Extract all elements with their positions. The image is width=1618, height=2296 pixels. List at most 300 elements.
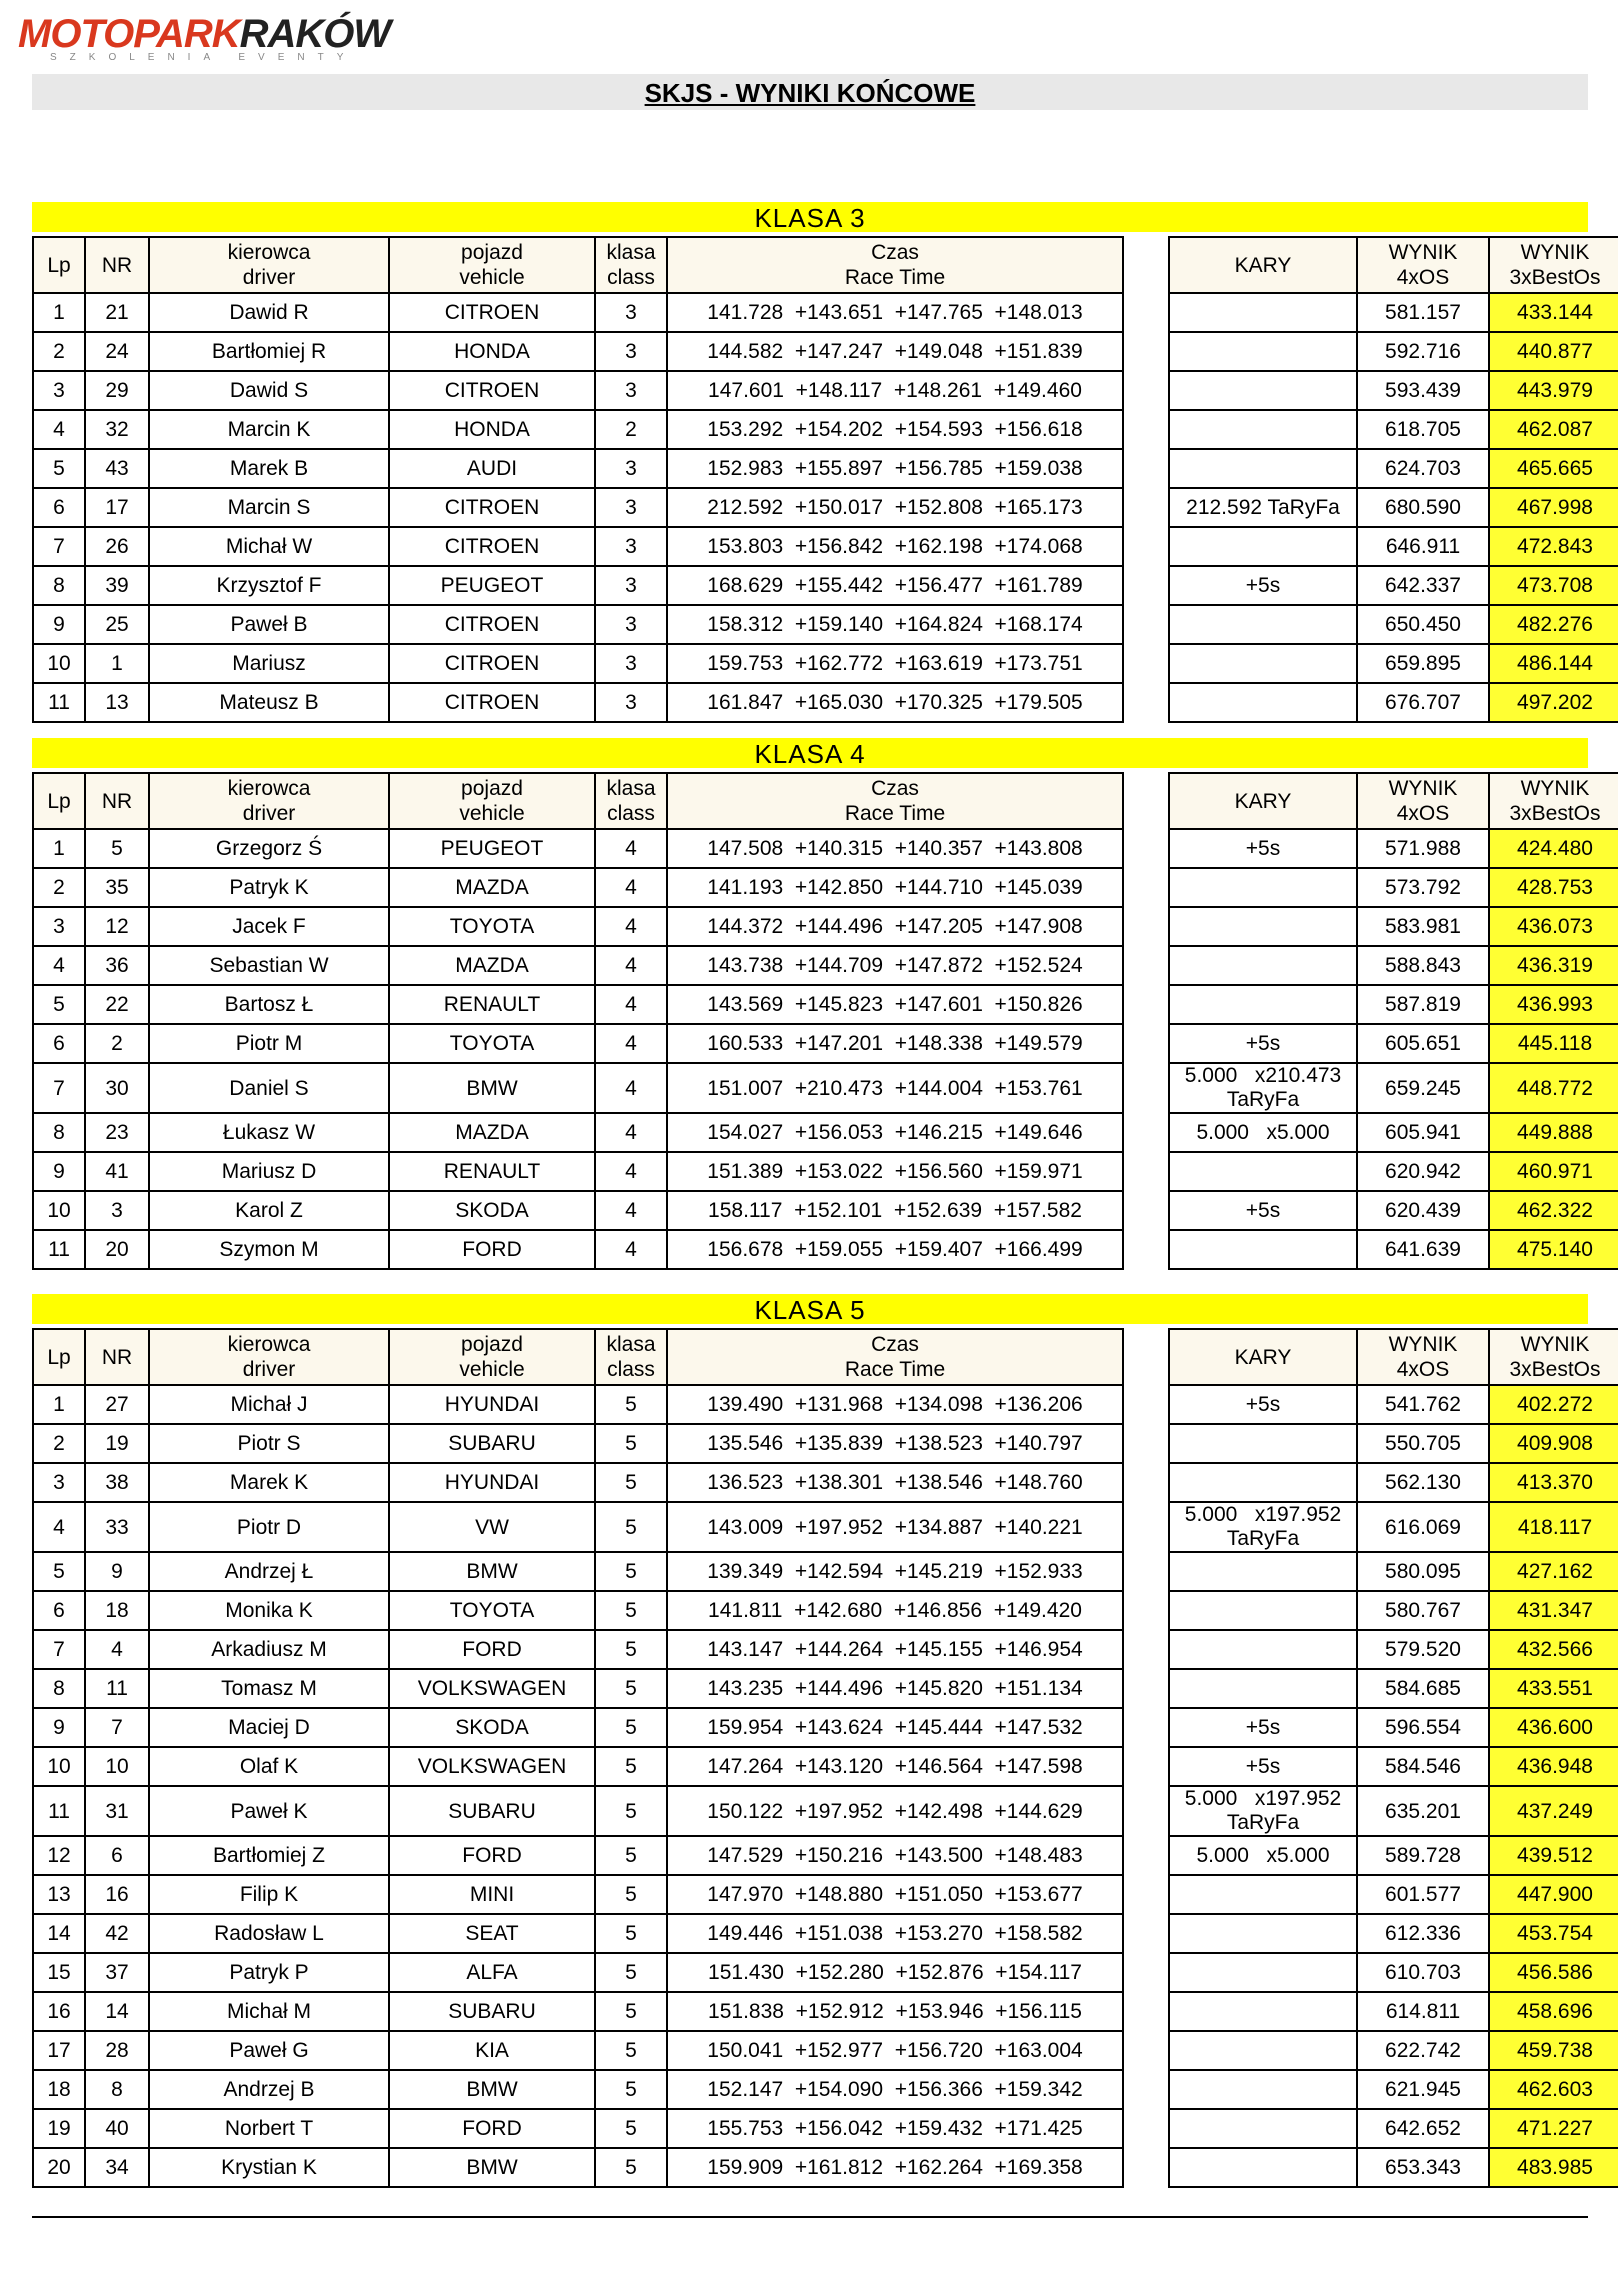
cell-vehicle: CITROEN: [389, 605, 595, 644]
cell-wynik-4xos: 646.911: [1357, 527, 1489, 566]
cell-wynik-3xbest: 475.140: [1489, 1230, 1618, 1269]
header-time-pl: Czas: [871, 241, 919, 264]
cell-kary: [1169, 1591, 1357, 1630]
cell-class: 5: [595, 2070, 667, 2109]
cell-vehicle: CITROEN: [389, 371, 595, 410]
cell-class: 4: [595, 1063, 667, 1113]
cell-driver: Paweł G: [149, 2031, 389, 2070]
cell-nr: 36: [85, 946, 149, 985]
cell-nr: 41: [85, 1152, 149, 1191]
table-row: [33, 1552, 1618, 1591]
table-row: [33, 1747, 1618, 1786]
cell-vehicle: CITROEN: [389, 527, 595, 566]
cell-wynik-4xos: 620.942: [1357, 1152, 1489, 1191]
cell-class: 5: [595, 2031, 667, 2070]
cell-driver: Paweł B: [149, 605, 389, 644]
cell-wynik-4xos: 680.590: [1357, 488, 1489, 527]
header-wynik-4xos-en: 4xOS: [1396, 802, 1450, 825]
column-gap: [1123, 1992, 1169, 2031]
cell-driver: Andrzej Ł: [149, 1552, 389, 1591]
cell-class: 3: [595, 332, 667, 371]
cell-kary: [1169, 1875, 1357, 1914]
cell-wynik-4xos: 605.651: [1357, 1024, 1489, 1063]
table-row: [33, 566, 1618, 605]
column-gap: [1123, 605, 1169, 644]
cell-driver: Sebastian W: [149, 946, 389, 985]
cell-class: 2: [595, 410, 667, 449]
cell-class: 5: [595, 1836, 667, 1875]
cell-race-time: 151.838 +152.912 +153.946 +156.115: [667, 1992, 1123, 2031]
cell-vehicle: FORD: [389, 1630, 595, 1669]
table-header-row: [33, 237, 1618, 293]
cell-class: 5: [595, 1914, 667, 1953]
cell-race-time: 154.027 +156.053 +146.215 +149.646: [667, 1113, 1123, 1152]
cell-race-time: 160.533 +147.201 +148.338 +149.579: [667, 1024, 1123, 1063]
cell-driver: Szymon M: [149, 1230, 389, 1269]
column-gap: [1123, 2148, 1169, 2187]
cell-race-time: 155.753 +156.042 +159.432 +171.425: [667, 2109, 1123, 2148]
table-row: [33, 868, 1618, 907]
cell-lp: 11: [33, 683, 85, 722]
cell-race-time: 143.569 +145.823 +147.601 +150.826: [667, 985, 1123, 1024]
cell-wynik-4xos: 580.767: [1357, 1591, 1489, 1630]
cell-wynik-4xos: 612.336: [1357, 1914, 1489, 1953]
cell-wynik-4xos: 579.520: [1357, 1630, 1489, 1669]
cell-kary-line: TaRyFa: [1226, 1088, 1300, 1111]
cell-vehicle: PEUGEOT: [389, 829, 595, 868]
column-gap: [1123, 1630, 1169, 1669]
cell-wynik-4xos: 621.945: [1357, 2070, 1489, 2109]
cell-nr: 33: [85, 1502, 149, 1552]
cell-wynik-3xbest: 456.586: [1489, 1953, 1618, 1992]
header-nr: NR: [85, 773, 149, 829]
header-time: [667, 773, 1123, 829]
cell-wynik-3xbest: 482.276: [1489, 605, 1618, 644]
header-driver-pl: kierowca: [227, 1333, 311, 1356]
cell-wynik-3xbest: 471.227: [1489, 2109, 1618, 2148]
cell-lp: 6: [33, 1024, 85, 1063]
header-wynik-3xbest-pl: WYNIK: [1520, 777, 1590, 800]
column-gap: [1123, 1424, 1169, 1463]
header-class: [595, 773, 667, 829]
header-vehicle: [389, 1329, 595, 1385]
header-wynik-4xos-pl: WYNIK: [1388, 1333, 1458, 1356]
cell-kary: [1169, 1424, 1357, 1463]
cell-lp: 4: [33, 946, 85, 985]
cell-nr: 40: [85, 2109, 149, 2148]
cell-driver: Piotr S: [149, 1424, 389, 1463]
header-driver: [149, 773, 389, 829]
table-row: [33, 293, 1618, 332]
cell-wynik-3xbest: 467.998: [1489, 488, 1618, 527]
cell-driver: Radosław L: [149, 1914, 389, 1953]
header-time-en: Race Time: [844, 1358, 946, 1381]
cell-nr: 22: [85, 985, 149, 1024]
cell-vehicle: BMW: [389, 2070, 595, 2109]
cell-nr: 24: [85, 332, 149, 371]
column-gap: [1123, 2109, 1169, 2148]
cell-race-time: 152.147 +154.090 +156.366 +159.342: [667, 2070, 1123, 2109]
table-row: [33, 829, 1618, 868]
cell-class: 5: [595, 1708, 667, 1747]
cell-driver: Mateusz B: [149, 683, 389, 722]
cell-wynik-3xbest: 402.272: [1489, 1385, 1618, 1424]
cell-driver: Michał W: [149, 527, 389, 566]
cell-kary: +5s: [1169, 1747, 1357, 1786]
column-gap: [1123, 410, 1169, 449]
table-row: [33, 1953, 1618, 1992]
cell-vehicle: FORD: [389, 2109, 595, 2148]
column-gap: [1123, 683, 1169, 722]
cell-kary: [1169, 2148, 1357, 2187]
cell-lp: 9: [33, 605, 85, 644]
table-row: [33, 985, 1618, 1024]
cell-driver: Patryk P: [149, 1953, 389, 1992]
motopark-logo: [18, 14, 438, 64]
cell-wynik-4xos: 601.577: [1357, 1875, 1489, 1914]
cell-kary-line: 5.000 x197.952: [1184, 1503, 1342, 1526]
column-gap: [1123, 1786, 1169, 1836]
header-driver-en: driver: [242, 1358, 296, 1381]
cell-kary: [1169, 1953, 1357, 1992]
header-wynik-4xos-en: 4xOS: [1396, 266, 1450, 289]
cell-class: 4: [595, 946, 667, 985]
column-gap: [1123, 1953, 1169, 1992]
cell-kary: [1169, 605, 1357, 644]
cell-wynik-4xos: 618.705: [1357, 410, 1489, 449]
cell-kary: [1169, 527, 1357, 566]
table-row: [33, 527, 1618, 566]
cell-wynik-3xbest: 465.665: [1489, 449, 1618, 488]
table-row: [33, 1992, 1618, 2031]
cell-nr: 30: [85, 1063, 149, 1113]
header-class-pl: klasa: [606, 1333, 656, 1356]
bottom-divider: [32, 2216, 1588, 2218]
header-vehicle-en: vehicle: [459, 802, 525, 825]
header-wynik-3xbest-en: 3xBestOs: [1509, 266, 1601, 289]
column-gap: [1123, 1463, 1169, 1502]
column-gap: [1123, 946, 1169, 985]
cell-class: 5: [595, 1669, 667, 1708]
table-row: [33, 683, 1618, 722]
table-row: [33, 2148, 1618, 2187]
cell-lp: 9: [33, 1708, 85, 1747]
cell-nr: 37: [85, 1953, 149, 1992]
cell-lp: 8: [33, 566, 85, 605]
cell-lp: 10: [33, 644, 85, 683]
cell-vehicle: TOYOTA: [389, 1024, 595, 1063]
cell-wynik-4xos: 650.450: [1357, 605, 1489, 644]
cell-wynik-3xbest: 433.551: [1489, 1669, 1618, 1708]
cell-lp: 6: [33, 1591, 85, 1630]
cell-race-time: 159.954 +143.624 +145.444 +147.532: [667, 1708, 1123, 1747]
header-wynik-3xbest-en: 3xBestOs: [1509, 802, 1601, 825]
cell-nr: 8: [85, 2070, 149, 2109]
cell-kary: +5s: [1169, 1385, 1357, 1424]
cell-nr: 16: [85, 1875, 149, 1914]
table-row: [33, 1024, 1618, 1063]
cell-kary: [1169, 644, 1357, 683]
cell-lp: 20: [33, 2148, 85, 2187]
cell-wynik-3xbest: 460.971: [1489, 1152, 1618, 1191]
cell-lp: 4: [33, 410, 85, 449]
cell-wynik-3xbest: 486.144: [1489, 644, 1618, 683]
cell-race-time: 143.738 +144.709 +147.872 +152.524: [667, 946, 1123, 985]
cell-kary: [1169, 1463, 1357, 1502]
cell-wynik-4xos: 653.343: [1357, 2148, 1489, 2187]
header-driver-pl: kierowca: [227, 241, 311, 264]
cell-lp: 18: [33, 2070, 85, 2109]
cell-driver: Mariusz: [149, 644, 389, 683]
cell-race-time: 149.446 +151.038 +153.270 +158.582: [667, 1914, 1123, 1953]
cell-wynik-3xbest: 418.117: [1489, 1502, 1618, 1552]
cell-kary: 5.000 x5.000: [1169, 1113, 1357, 1152]
cell-vehicle: BMW: [389, 1063, 595, 1113]
cell-driver: Bartosz Ł: [149, 985, 389, 1024]
cell-wynik-3xbest: 497.202: [1489, 683, 1618, 722]
cell-nr: 14: [85, 1992, 149, 2031]
cell-race-time: 161.847 +165.030 +170.325 +179.505: [667, 683, 1123, 722]
cell-wynik-3xbest: 436.948: [1489, 1747, 1618, 1786]
table-row: [33, 332, 1618, 371]
cell-wynik-4xos: 596.554: [1357, 1708, 1489, 1747]
cell-kary: [1169, 1552, 1357, 1591]
cell-kary: [1169, 1914, 1357, 1953]
cell-class: 4: [595, 1191, 667, 1230]
cell-driver: Tomasz M: [149, 1669, 389, 1708]
cell-lp: 6: [33, 488, 85, 527]
cell-kary: +5s: [1169, 1024, 1357, 1063]
class-header-bar: KLASA 5: [32, 1294, 1588, 1324]
column-gap: [1123, 773, 1169, 829]
cell-class: 4: [595, 985, 667, 1024]
header-lp: Lp: [33, 1329, 85, 1385]
cell-vehicle: CITROEN: [389, 644, 595, 683]
table-header-row: [33, 1329, 1618, 1385]
cell-vehicle: SEAT: [389, 1914, 595, 1953]
cell-race-time: 147.970 +148.880 +151.050 +153.677: [667, 1875, 1123, 1914]
column-gap: [1123, 1385, 1169, 1424]
cell-kary: [1169, 449, 1357, 488]
column-gap: [1123, 488, 1169, 527]
header-vehicle-pl: pojazd: [461, 1333, 523, 1356]
cell-wynik-3xbest: 443.979: [1489, 371, 1618, 410]
logo-text-rakow: RAKÓW: [239, 12, 391, 56]
cell-race-time: 139.490 +131.968 +134.098 +136.206: [667, 1385, 1123, 1424]
cell-driver: Andrzej B: [149, 2070, 389, 2109]
cell-wynik-4xos: 580.095: [1357, 1552, 1489, 1591]
cell-vehicle: FORD: [389, 1230, 595, 1269]
cell-race-time: 153.292 +154.202 +154.593 +156.618: [667, 410, 1123, 449]
cell-wynik-3xbest: 437.249: [1489, 1786, 1618, 1836]
cell-vehicle: HONDA: [389, 410, 595, 449]
cell-wynik-3xbest: 462.322: [1489, 1191, 1618, 1230]
cell-class: 3: [595, 371, 667, 410]
cell-class: 4: [595, 829, 667, 868]
cell-wynik-3xbest: 428.753: [1489, 868, 1618, 907]
cell-race-time: 147.529 +150.216 +143.500 +148.483: [667, 1836, 1123, 1875]
cell-vehicle: CITROEN: [389, 293, 595, 332]
cell-wynik-4xos: 642.337: [1357, 566, 1489, 605]
cell-lp: 5: [33, 449, 85, 488]
cell-driver: Arkadiusz M: [149, 1630, 389, 1669]
header-class-pl: klasa: [606, 241, 656, 264]
header-lp: Lp: [33, 773, 85, 829]
cell-class: 4: [595, 1152, 667, 1191]
cell-class: 4: [595, 907, 667, 946]
header-lp: Lp: [33, 237, 85, 293]
cell-lp: 14: [33, 1914, 85, 1953]
cell-wynik-3xbest: 424.480: [1489, 829, 1618, 868]
cell-kary-line: TaRyFa: [1226, 1811, 1300, 1834]
cell-kary: 212.592 TaRyFa: [1169, 488, 1357, 527]
cell-wynik-4xos: 587.819: [1357, 985, 1489, 1024]
table-row: [33, 605, 1618, 644]
cell-vehicle: SUBARU: [389, 1992, 595, 2031]
cell-race-time: 151.389 +153.022 +156.560 +159.971: [667, 1152, 1123, 1191]
header-wynik-4xos-pl: WYNIK: [1388, 777, 1458, 800]
cell-class: 3: [595, 683, 667, 722]
cell-nr: 29: [85, 371, 149, 410]
cell-kary: [1169, 1502, 1357, 1552]
cell-driver: Filip K: [149, 1875, 389, 1914]
cell-race-time: 152.983 +155.897 +156.785 +159.038: [667, 449, 1123, 488]
cell-driver: Grzegorz Ś: [149, 829, 389, 868]
header-wynik-4xos-en: 4xOS: [1396, 1358, 1450, 1381]
cell-class: 3: [595, 605, 667, 644]
cell-lp: 1: [33, 1385, 85, 1424]
cell-nr: 10: [85, 1747, 149, 1786]
cell-driver: Norbert T: [149, 2109, 389, 2148]
cell-vehicle: CITROEN: [389, 683, 595, 722]
cell-class: 5: [595, 1424, 667, 1463]
cell-nr: 26: [85, 527, 149, 566]
cell-wynik-4xos: 610.703: [1357, 1953, 1489, 1992]
cell-class: 5: [595, 1552, 667, 1591]
cell-nr: 6: [85, 1836, 149, 1875]
column-gap: [1123, 1747, 1169, 1786]
cell-nr: 25: [85, 605, 149, 644]
header-time: [667, 1329, 1123, 1385]
cell-kary: [1169, 985, 1357, 1024]
cell-lp: 13: [33, 1875, 85, 1914]
cell-wynik-3xbest: 431.347: [1489, 1591, 1618, 1630]
column-gap: [1123, 449, 1169, 488]
header-kary: KARY: [1169, 237, 1357, 293]
cell-race-time: 150.041 +152.977 +156.720 +163.004: [667, 2031, 1123, 2070]
table-row: [33, 371, 1618, 410]
column-gap: [1123, 1329, 1169, 1385]
cell-driver: Łukasz W: [149, 1113, 389, 1152]
column-gap: [1123, 237, 1169, 293]
cell-class: 3: [595, 293, 667, 332]
cell-lp: 2: [33, 868, 85, 907]
cell-driver: Monika K: [149, 1591, 389, 1630]
cell-lp: 19: [33, 2109, 85, 2148]
table-row: [33, 1836, 1618, 1875]
cell-wynik-4xos: 588.843: [1357, 946, 1489, 985]
cell-vehicle: SKODA: [389, 1191, 595, 1230]
cell-driver: Michał M: [149, 1992, 389, 2031]
cell-lp: 7: [33, 527, 85, 566]
cell-race-time: 141.811 +142.680 +146.856 +149.420: [667, 1591, 1123, 1630]
header-driver-pl: kierowca: [227, 777, 311, 800]
cell-wynik-3xbest: 432.566: [1489, 1630, 1618, 1669]
cell-wynik-4xos: 641.639: [1357, 1230, 1489, 1269]
header-driver: [149, 1329, 389, 1385]
header-wynik-3xbest: [1489, 773, 1618, 829]
cell-wynik-4xos: 571.988: [1357, 829, 1489, 868]
cell-driver: Michał J: [149, 1385, 389, 1424]
cell-driver: Marek B: [149, 449, 389, 488]
cell-kary: [1169, 293, 1357, 332]
cell-kary: [1169, 1630, 1357, 1669]
cell-kary: [1169, 1669, 1357, 1708]
cell-class: 3: [595, 566, 667, 605]
cell-vehicle: HYUNDAI: [389, 1385, 595, 1424]
cell-driver: Marcin S: [149, 488, 389, 527]
header-wynik-4xos: [1357, 237, 1489, 293]
cell-wynik-4xos: 589.728: [1357, 1836, 1489, 1875]
class-header-bar: KLASA 4: [32, 738, 1588, 768]
cell-nr: 34: [85, 2148, 149, 2187]
table-row: [33, 946, 1618, 985]
cell-nr: 17: [85, 488, 149, 527]
table-row: [33, 1063, 1618, 1113]
cell-race-time: 151.007 +210.473 +144.004 +153.761: [667, 1063, 1123, 1113]
header-vehicle-pl: pojazd: [461, 241, 523, 264]
logo-tagline: SZKOLENIA EVENTY: [50, 52, 357, 63]
cell-kary: [1169, 371, 1357, 410]
cell-vehicle: BMW: [389, 2148, 595, 2187]
header-driver-en: driver: [242, 802, 296, 825]
cell-kary: [1169, 907, 1357, 946]
cell-wynik-3xbest: 413.370: [1489, 1463, 1618, 1502]
cell-driver: Marek K: [149, 1463, 389, 1502]
cell-lp: 9: [33, 1152, 85, 1191]
cell-nr: 2: [85, 1024, 149, 1063]
header-nr: NR: [85, 237, 149, 293]
header-vehicle-en: vehicle: [459, 1358, 525, 1381]
header-wynik-3xbest-pl: WYNIK: [1520, 241, 1590, 264]
cell-wynik-4xos: 573.792: [1357, 868, 1489, 907]
cell-vehicle: MAZDA: [389, 946, 595, 985]
column-gap: [1123, 1113, 1169, 1152]
cell-race-time: 147.601 +148.117 +148.261 +149.460: [667, 371, 1123, 410]
cell-race-time: 212.592 +150.017 +152.808 +165.173: [667, 488, 1123, 527]
column-gap: [1123, 566, 1169, 605]
cell-race-time: 135.546 +135.839 +138.523 +140.797: [667, 1424, 1123, 1463]
cell-lp: 10: [33, 1747, 85, 1786]
cell-lp: 7: [33, 1063, 85, 1113]
cell-wynik-4xos: 622.742: [1357, 2031, 1489, 2070]
cell-wynik-3xbest: 436.319: [1489, 946, 1618, 985]
cell-vehicle: PEUGEOT: [389, 566, 595, 605]
cell-nr: 5: [85, 829, 149, 868]
cell-driver: Paweł K: [149, 1786, 389, 1836]
cell-class: 5: [595, 1630, 667, 1669]
cell-wynik-4xos: 659.895: [1357, 644, 1489, 683]
cell-wynik-4xos: 584.546: [1357, 1747, 1489, 1786]
table-row: [33, 449, 1618, 488]
cell-driver: Mariusz D: [149, 1152, 389, 1191]
column-gap: [1123, 1708, 1169, 1747]
cell-nr: 35: [85, 868, 149, 907]
header-time-pl: Czas: [871, 777, 919, 800]
column-gap: [1123, 293, 1169, 332]
cell-race-time: 147.264 +143.120 +146.564 +147.598: [667, 1747, 1123, 1786]
cell-nr: 4: [85, 1630, 149, 1669]
